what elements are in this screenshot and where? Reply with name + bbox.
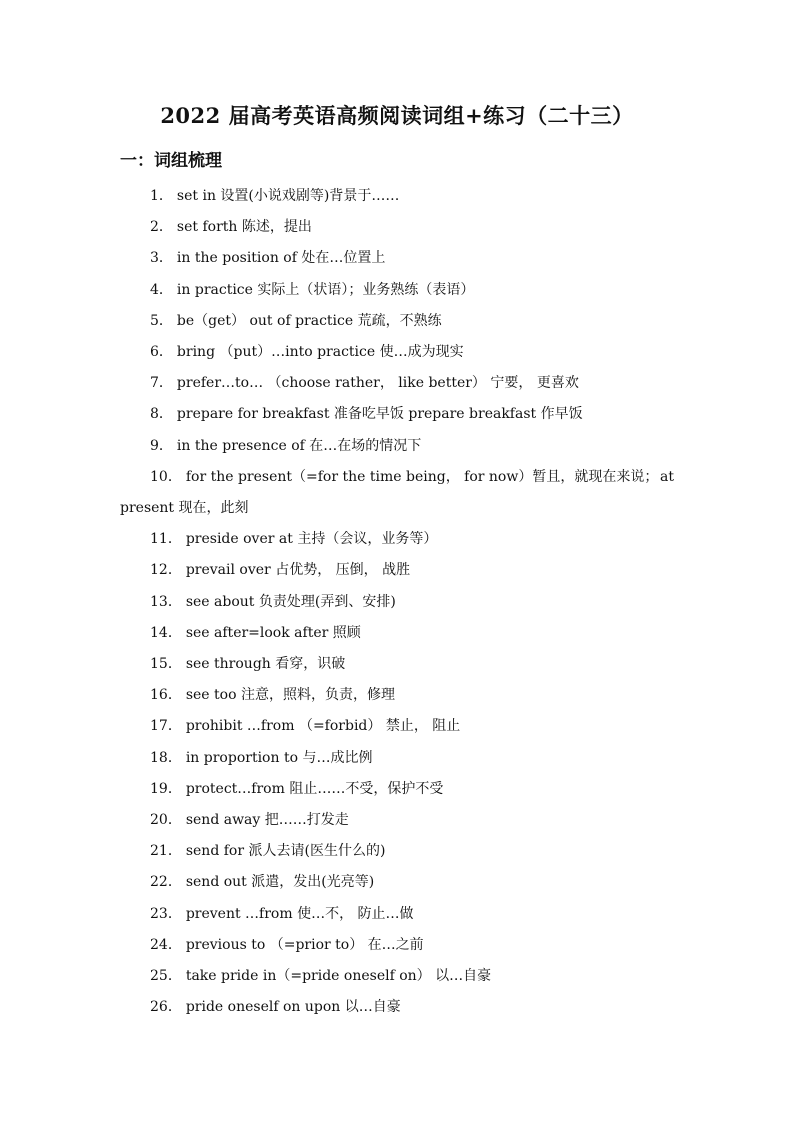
item-text: in proportion to 与…成比例 [185,749,373,766]
list-item [0,867,794,898]
item-number: 18． [150,749,182,766]
list-item [0,431,794,462]
item-text: prevail over 占优势， 压倒， 战胜 [185,562,411,579]
item-text: send away 把……打发走 [185,812,349,829]
item-text: pride oneself on upon 以…自豪 [185,999,401,1016]
list-item [0,836,794,867]
list-item [0,899,794,930]
item-text: previous to （=prior to） 在…之前 [185,936,424,953]
item-number: 13． [150,593,182,610]
item-number: 10． [150,468,182,485]
document-title: 2022 届高考英语高频阅读词组+练习（二十三） [160,103,634,128]
item-text: take pride in（=pride oneself on） 以…自豪 [185,968,492,985]
list-item [0,181,794,212]
item-text: see about 负责处理(弄到、安排) [185,593,396,610]
phrase-list [0,181,794,1023]
list-item [0,587,794,618]
item-number: 14． [150,624,182,641]
item-number: 26． [150,999,182,1016]
list-item [0,399,794,430]
item-number: 7． [150,375,173,392]
item-text: set in 设置(小说戏剧等)背景于…… [176,188,400,204]
item-number: 24． [150,936,182,953]
list-item [0,337,794,368]
list-item [0,524,794,555]
item-number: 11． [150,531,182,548]
item-text-tail: at [660,468,674,485]
item-number: 19． [150,780,182,797]
item-text: send out 派遣，发出(光亮等) [185,874,375,891]
list-item [0,618,794,649]
item-number: 25． [150,968,182,985]
list-item [0,930,794,961]
item-number: 20． [150,812,182,829]
item-text: in the position of 处在…位置上 [176,250,386,267]
item-text: protect…from 阻止……不受，保护不受 [185,780,444,797]
item-text: see after=look after 照顾 [185,624,361,641]
item-text: see too 注意，照料，负责，修理 [185,687,395,704]
item-text: for the present（=for the time being， for now）暂且，就现在来说； [185,468,659,485]
item-number: 15． [150,656,182,673]
item-text: set forth 陈述，提出 [176,219,312,236]
item-number: 5． [150,312,173,329]
section-heading: 一：词组梳理 [120,151,222,171]
item-number: 22． [150,874,182,891]
item-text: preside over at 主持（会议，业务等） [185,531,438,548]
item-text: be（get） out of practice 荒疏，不熟练 [176,312,442,329]
item-number: 12． [150,562,182,579]
list-item [0,743,794,774]
item-number: 21． [150,843,182,860]
item-text: send for 派人去请(医生什么的) [185,843,386,860]
item-text: prepare for breakfast 准备吃早饭 prepare breakfast 作早饭 [176,406,583,423]
item-number: 23． [150,905,182,922]
list-item [0,368,794,399]
list-item [0,961,794,992]
list-item [0,805,794,836]
item-text: prohibit …from （=forbid） 禁止， 阻止 [185,718,461,735]
list-item [0,243,794,274]
item-number: 9． [150,437,173,454]
list-item [0,555,794,586]
list-item [0,680,794,711]
item-text: in practice 实际上（状语）；业务熟练（表语） [176,281,475,298]
item-number: 16． [150,687,182,704]
item-number: 4． [150,281,173,298]
list-item [0,649,794,680]
item-text: prefer…to… （choose rather， like better） 宁要， 更喜欢 [176,375,579,392]
item-text: prevent …from 使…不， 防止…做 [185,905,414,922]
item-number: 8． [150,406,173,423]
item-text: bring （put）…into practice 使…成为现实 [176,344,464,361]
list-item [0,306,794,337]
list-item [0,275,794,306]
list-item [0,774,794,805]
item-number: 1． [150,188,173,204]
item-text: in the presence of 在…在场的情况下 [176,437,422,454]
item-number: 3． [150,250,173,267]
list-item [0,212,794,243]
item-number: 2． [150,219,173,236]
item-text: see through 看穿，识破 [185,656,346,673]
list-item [0,992,794,1023]
item-first-line [0,462,794,493]
list-item [0,462,794,524]
list-item [0,711,794,742]
item-number: 6． [150,344,173,361]
item-continuation: present 现在，此刻 [120,500,249,517]
item-number: 17． [150,718,182,735]
